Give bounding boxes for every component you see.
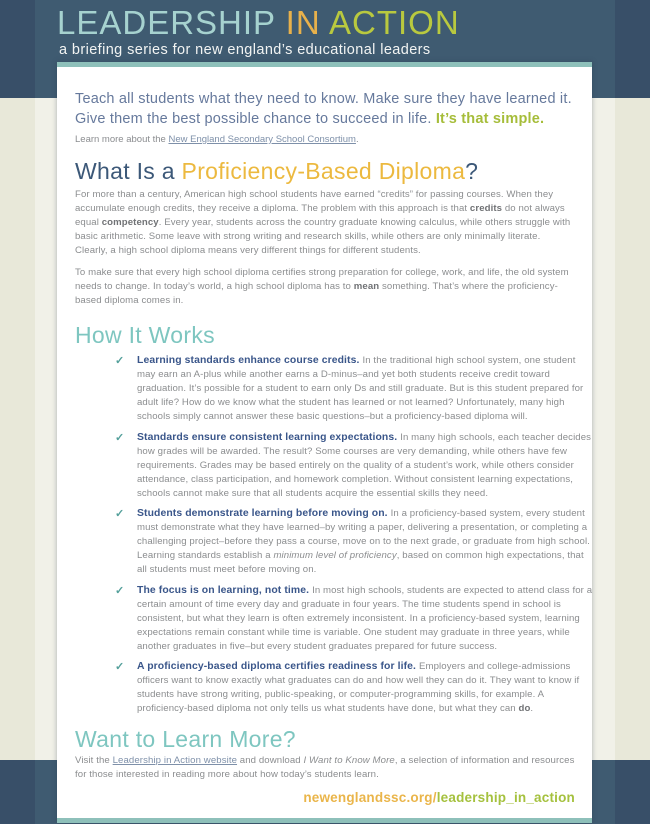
text-segment: I Want to Know More	[303, 755, 395, 766]
page-margin-left-inner	[35, 98, 58, 760]
text-segment: , based on common high expectations, that all students must meet before moving on.	[137, 550, 584, 575]
intro-statement	[75, 89, 575, 129]
list-item	[115, 431, 595, 501]
text-segment: Learn more about the	[75, 134, 169, 145]
text-segment: , a selection of information and resources for those interested in reading more about how today’s students learn.	[75, 755, 575, 780]
text-segment: Visit the	[75, 755, 113, 766]
text-segment: Employers and college-admissions officers want to know exactly what graduates can do and how well they can do it. They want to know if students have strong writing, public-speaking, or computer-programming skills, for example. A proficiency-based diploma not only tells us what students have done, but what they can	[137, 661, 580, 714]
text-segment: minimum level of proficiency	[273, 550, 397, 561]
what-is-paragraph-1	[75, 188, 575, 258]
text-segment: something. That’s where the proficiency-based diploma comes in.	[75, 281, 558, 306]
text-segment: do	[518, 703, 531, 714]
checkmark-icon: ✓	[115, 661, 125, 673]
bullet-lead: A proficiency-based diploma certifies readiness for life.	[137, 661, 420, 672]
content-card	[57, 62, 592, 823]
text-segment: For more than a century, American high school students have earned “credits” for passing courses. When they accumulate enough credits, they receive a diploma. The problem with this approach is that	[75, 189, 554, 214]
what-is-heading: What Is a Proficiency-Based Diploma?	[75, 158, 479, 184]
text-segment: Teach all students what they need to know. Make sure they have learned it. Give them the best possible chance to succeed in life.	[75, 91, 572, 127]
text-segment: mean	[353, 281, 380, 292]
checkmark-icon: ✓	[115, 355, 125, 367]
header-band-left-edge	[0, 0, 35, 98]
footer-band-left-edge	[0, 760, 35, 824]
bullet-lead: Standards ensure consistent learning expectations.	[137, 431, 401, 443]
text-segment: .	[355, 134, 359, 145]
footer-url-domain[interactable]: newenglandssc.org/	[303, 790, 437, 805]
want-to-learn-more-body	[75, 754, 575, 781]
bullet-lead: The focus is on learning, not time.	[137, 584, 313, 596]
footer-url-path[interactable]: leadership_in_action	[436, 790, 575, 805]
how-it-works-heading: How It Works	[75, 322, 215, 348]
text-segment: In the traditional high school system, one student may earn an A-plus while another earns a D-minus–and yet both students receive credit toward graduation. It’s possible for a student to earn only Ds and still graduate. But is this student prepared for adult life? How do we know what the student has learned or not learned? Unfortunately, many high schools simply cannot answer these basic questions–but a proficiency-based diploma will.	[137, 355, 584, 422]
masthead	[57, 5, 617, 58]
series-subtitle: a briefing series for new england’s educational leaders	[59, 42, 431, 58]
page-margin-left-outer	[0, 98, 35, 760]
inline-link[interactable]: New England Secondary School Consortium	[168, 134, 356, 145]
series-title-in: IN	[285, 4, 321, 41]
text-segment: competency	[101, 217, 159, 228]
checkmark-icon: ✓	[115, 508, 125, 520]
text-segment: .	[530, 703, 534, 714]
text-segment: It’s that simple.	[435, 111, 545, 127]
text-segment: To make sure that every high school diploma certifies strong preparation for college, work, and life, the old system needs to change. In today’s world, a high school diploma has to	[75, 267, 569, 292]
footer-url-link[interactable]	[75, 790, 575, 805]
text-segment: do not always equal	[75, 203, 565, 228]
page-margin-right-outer	[615, 98, 650, 760]
text-segment: . Every year, students across the country graduate knowing calculus, while others struggle with basic arithmetic. Some leave with strong writing and research skills, while others are only minimally literate. Clearly, a high school diploma means very different things for different students.	[75, 217, 571, 256]
checkmark-icon: ✓	[115, 584, 125, 597]
footer-band-right-edge	[615, 760, 650, 824]
series-title-leadership: LEADERSHIP	[57, 4, 276, 41]
inline-link[interactable]: Leadership in Action website	[112, 755, 238, 766]
intro-learn-more-line	[75, 133, 575, 146]
list-item	[115, 584, 595, 654]
list-item	[115, 660, 595, 716]
text-segment: and download	[237, 755, 304, 766]
what-is-paragraph-2	[75, 266, 575, 308]
text-segment: In many high schools, each teacher decides how grades will be awarded. The result? Some courses are very demanding, while others have few requirements. Grades may be based entirely on the quality of a student’s work, while others consider attendance, class participation, and homework completion. Without consistent learning expectations, schools cannot make sure that all students acquire the essential skills they need.	[137, 431, 592, 499]
how-it-works-list	[75, 354, 593, 716]
header-band-right-edge	[615, 0, 650, 98]
checkmark-icon: ✓	[115, 431, 125, 444]
bullet-lead: Learning standards enhance course credits.	[137, 355, 363, 366]
bullet-lead: Students demonstrate learning before moving on.	[137, 508, 391, 519]
want-to-learn-more-heading: Want to Learn More?	[75, 726, 296, 752]
text-segment: credits	[469, 203, 503, 214]
series-title	[57, 5, 617, 41]
page-margin-right-inner	[592, 98, 615, 760]
list-item	[115, 354, 595, 424]
list-item	[115, 507, 595, 577]
series-title-action: ACTION	[329, 4, 460, 41]
text-segment: In a proficiency-based system, every student must demonstrate what they have learned–by writing a paper, delivering a presentation, or completing a challenging project–before they pass a course, move on to the next grade, or graduate from high school. Learning standards establish a	[137, 508, 590, 561]
text-segment: In most high schools, students are expected to attend class for a certain amount of time every day and graduate in four years. The time students spend in school is consistent, but what they learn is often extremely inconsistent. In a proficiency-based system, learning expectations remain constant while time is variable. One student may graduate in three years, while another graduates in five–but every student graduates prepared for future success.	[137, 584, 593, 652]
